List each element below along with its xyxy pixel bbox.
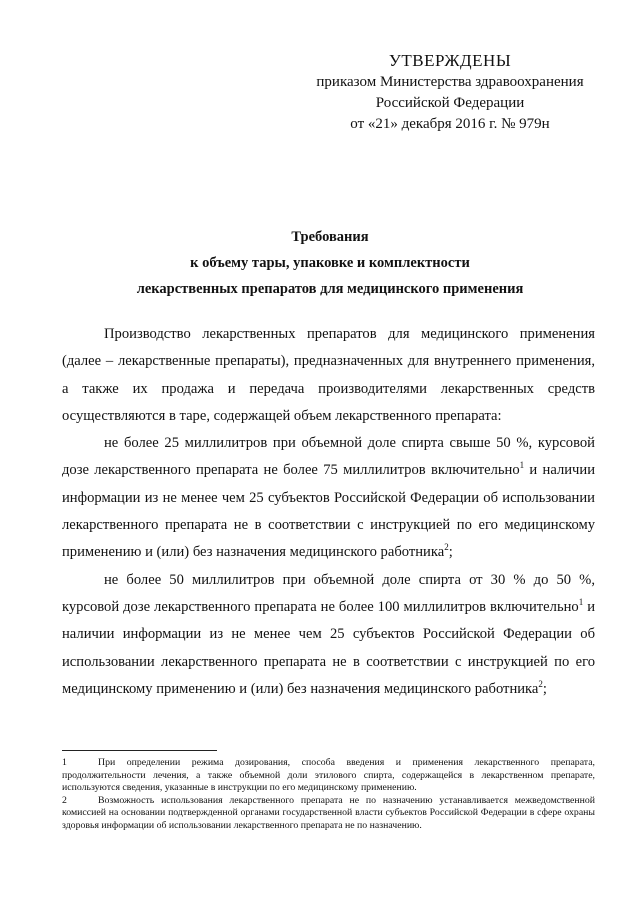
footnote-ref-2: 2 (444, 542, 449, 553)
footnote-1 (62, 757, 595, 795)
approval-block (300, 50, 600, 135)
footnote-number: 2 (62, 794, 67, 806)
paragraph-25ml-text-b: и наличии информации из не менее чем 25 субъектов Российской Федерации об использовании лекарственного препарата не в соответствии с инструкцией по его медицинскому применению и (или) без назначения медицинского работника (62, 462, 596, 561)
footnote-ref-1: 1 (519, 460, 525, 471)
footnote-ref-2: 2 (538, 679, 543, 689)
paragraph-50ml-text-b: и наличии информации из не менее чем 25 субъектов Российской Федерации об использовании лекарственного препарата не в соответствии с инструкцией по его медицинскому применению и (или) без назначения медицинского работника (62, 598, 595, 697)
footnote-2 (62, 795, 595, 833)
title-line-3: лекарственных препаратов для медицинского применения (136, 281, 524, 297)
approval-label: УТВЕРЖДЕНЫ (388, 51, 512, 70)
title-line-2: к объему тары, упаковке и комплектности (190, 255, 470, 271)
paragraph-50ml (62, 567, 595, 703)
paragraph-50ml-end: ; (542, 680, 547, 697)
paragraph-intro: Производство лекарственных препаратов для медицинского применения (далее – лекарственные препараты), предназначенных для внутреннего применения, а также их продажа и передача производителями лекарственных средств осуществляются в таре, содержащей объем лекарственного препарата: (62, 326, 595, 424)
approval-country-line: Российской Федерации (375, 95, 525, 111)
footnotes (62, 757, 595, 833)
document-title (80, 224, 580, 302)
paragraph-50ml-text-a: не более 50 миллилитров при объемной доле спирта от 30 % до 50 %, курсовой дозе лекарственного препарата не более 100 миллилитров включительно (62, 571, 595, 615)
title-line-1: Требования (291, 229, 369, 245)
footnote-ref-1: 1 (578, 597, 584, 608)
document-body (62, 321, 595, 703)
footnote-text: При определении режима дозирования, способа введения и применения лекарственного препарата, продолжительности лечения, а также объемной доли этилового спирта, содержащейся в лекарственном препарате, используются сведения, указанные в инструкции по его медицинскому применению. (62, 757, 595, 794)
paragraph-25ml (62, 430, 595, 566)
footnote-number: 1 (62, 757, 67, 768)
footnote-divider (62, 750, 217, 751)
approval-order-line: приказом Министерства здравоохранения (316, 74, 584, 90)
footnote-text: Возможность использования лекарственного препарата не по назначению устанавливается межведомственной комиссией на основании подтвержденной органами государственной власти субъектов Российской Федерации в сфере охраны здоровья информации об использовании лекарственного препарата не по назначению. (62, 794, 595, 831)
paragraph-25ml-text-a: не более 25 миллилитров при объемной доле спирта свыше 50 %, курсовой дозе лекарственного препарата не более 75 миллилитров включительно (62, 435, 595, 479)
paragraph-25ml-end: ; (448, 544, 453, 561)
approval-date-line: от «21» декабря 2016 г. № 979н (350, 116, 550, 132)
